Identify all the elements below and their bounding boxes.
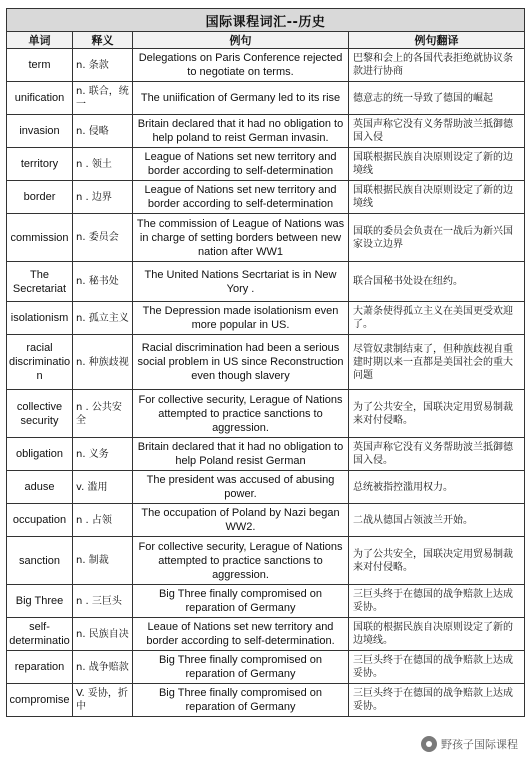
cell-word: collective security [7, 390, 73, 438]
cell-meaning: n. 委员会 [73, 214, 133, 262]
cell-translation: 英国声称它没有义务帮助波兰抵御德国入侵 [349, 115, 525, 148]
table-row [7, 49, 525, 82]
cell-translation: 国联的根据民族自决原则设定了新的边境线。 [349, 618, 525, 651]
cell-meaning: n. 条款 [73, 49, 133, 82]
cell-word: commission [7, 214, 73, 262]
cell-example: League of Nations set new territory and border according to self-determination [133, 148, 349, 181]
watermark-text: 野孩子国际课程 [441, 738, 518, 751]
cell-translation: 尽管奴隶制结束了，但种族歧视自重建时期以来一直都是美国社会的重大问题 [349, 335, 525, 390]
wechat-icon [421, 736, 437, 752]
table-row [7, 537, 525, 585]
table-title: 国际课程词汇--历史 [7, 9, 525, 32]
cell-meaning: n . 边界 [73, 181, 133, 214]
cell-example: Big Three finally compromised on reparation of Germany [133, 684, 349, 717]
table-row [7, 148, 525, 181]
cell-meaning: n. 秘书处 [73, 262, 133, 302]
table-row [7, 651, 525, 684]
table-row [7, 504, 525, 537]
cell-translation: 国联根据民族自决原则设定了新的边境线 [349, 181, 525, 214]
vocabulary-table [6, 8, 525, 717]
table-row [7, 262, 525, 302]
table-row [7, 618, 525, 651]
cell-meaning: n . 三巨头 [73, 585, 133, 618]
cell-meaning: n . 公共安全 [73, 390, 133, 438]
cell-meaning: n. 种族歧视 [73, 335, 133, 390]
cell-word: term [7, 49, 73, 82]
cell-word: Big Three [7, 585, 73, 618]
header-word: 单词 [7, 32, 73, 49]
cell-word: The Secretariat [7, 262, 73, 302]
cell-word: obligation [7, 438, 73, 471]
header-example: 例句 [133, 32, 349, 49]
cell-word: invasion [7, 115, 73, 148]
cell-translation: 为了公共安全，国联决定用贸易制裁来对付侵略。 [349, 537, 525, 585]
cell-translation: 英国声称它没有义务帮助波兰抵御德国入侵。 [349, 438, 525, 471]
cell-word: reparation [7, 651, 73, 684]
cell-example: For collective security, Lerague of Nations attempted to practice sanctions to aggression. [133, 390, 349, 438]
cell-meaning: n. 民族自决 [73, 618, 133, 651]
table-row [7, 115, 525, 148]
cell-word: racial discriminatio n [7, 335, 73, 390]
cell-translation: 国联根据民族自决原则设定了新的边境线 [349, 148, 525, 181]
header-translation: 例句翻译 [349, 32, 525, 49]
cell-example: The occupation of Poland by Nazi began WW2. [133, 504, 349, 537]
cell-meaning: v. 滥用 [73, 471, 133, 504]
cell-translation: 总统被指控滥用权力。 [349, 471, 525, 504]
cell-translation: 二战从德国占领波兰开始。 [349, 504, 525, 537]
cell-example: Britain declared that it had no obligation to help poland to reist German invasin. [133, 115, 349, 148]
cell-example: The president was accused of abusing power. [133, 471, 349, 504]
cell-example: For collective security, Lerague of Nations attempted to practice sanctions to aggression. [133, 537, 349, 585]
cell-meaning: n. 制裁 [73, 537, 133, 585]
table-row [7, 214, 525, 262]
table-row [7, 302, 525, 335]
header-meaning: 释义 [73, 32, 133, 49]
cell-translation: 德意志的统一导致了德国的崛起 [349, 82, 525, 115]
cell-word: isolationism [7, 302, 73, 335]
vocabulary-sheet [6, 8, 524, 717]
cell-meaning: n. 战争赔款 [73, 651, 133, 684]
cell-meaning: n. 联合，统一 [73, 82, 133, 115]
cell-meaning: V. 妥协，折中 [73, 684, 133, 717]
cell-example: The United Nations Secrtariat is in New Yory . [133, 262, 349, 302]
table-row [7, 471, 525, 504]
cell-word: territory [7, 148, 73, 181]
cell-meaning: n . 领土 [73, 148, 133, 181]
cell-example: The commission of League of Nations was in charge of setting borders between new nation after WW1 [133, 214, 349, 262]
cell-example: Big Three finally compromised on reparation of Germany [133, 651, 349, 684]
cell-example: Delegations on Paris Conference rejected to negotiate on terms. [133, 49, 349, 82]
cell-translation: 大萧条使得孤立主义在美国更受欢迎了。 [349, 302, 525, 335]
table-row [7, 181, 525, 214]
table-row [7, 335, 525, 390]
table-row [7, 585, 525, 618]
cell-translation: 三巨头终于在德国的战争赔款上达成妥协。 [349, 651, 525, 684]
cell-word: aduse [7, 471, 73, 504]
cell-word: compromise [7, 684, 73, 717]
cell-word: sanction [7, 537, 73, 585]
cell-translation: 巴黎和会上的各国代表拒绝就协议条款进行协商 [349, 49, 525, 82]
cell-example: The uniification of Germany led to its rise [133, 82, 349, 115]
cell-example: Racial discrimination had been a serious social problem in US since Reconstruction even though slavery [133, 335, 349, 390]
watermark [417, 734, 522, 754]
cell-word: unification [7, 82, 73, 115]
table-row [7, 438, 525, 471]
cell-word: occupation [7, 504, 73, 537]
cell-translation: 国联的委员会负责在一战后为新兴国家设立边界 [349, 214, 525, 262]
cell-translation: 为了公共安全，国联决定用贸易制裁来对付侵略。 [349, 390, 525, 438]
cell-meaning: n. 义务 [73, 438, 133, 471]
cell-word: border [7, 181, 73, 214]
cell-example: Britain declared that it had no obligation to help Poland resist German [133, 438, 349, 471]
table-row [7, 82, 525, 115]
cell-meaning: n. 孤立主义 [73, 302, 133, 335]
cell-example: Big Three finally compromised on reparation of Germany [133, 585, 349, 618]
cell-example: Leaue of Nations set new territory and border according to self-determination. [133, 618, 349, 651]
table-row [7, 684, 525, 717]
cell-meaning: n. 侵略 [73, 115, 133, 148]
cell-word: self-determinatio [7, 618, 73, 651]
cell-example: The Depression made isolationism even more popular in US. [133, 302, 349, 335]
table-row [7, 390, 525, 438]
cell-translation: 三巨头终于在德国的战争赔款上达成妥协。 [349, 684, 525, 717]
cell-example: League of Nations set new territory and border according to self-determination [133, 181, 349, 214]
cell-meaning: n . 占领 [73, 504, 133, 537]
cell-translation: 联合国秘书处设在纽约。 [349, 262, 525, 302]
cell-translation: 三巨头终于在德国的战争赔款上达成妥协。 [349, 585, 525, 618]
